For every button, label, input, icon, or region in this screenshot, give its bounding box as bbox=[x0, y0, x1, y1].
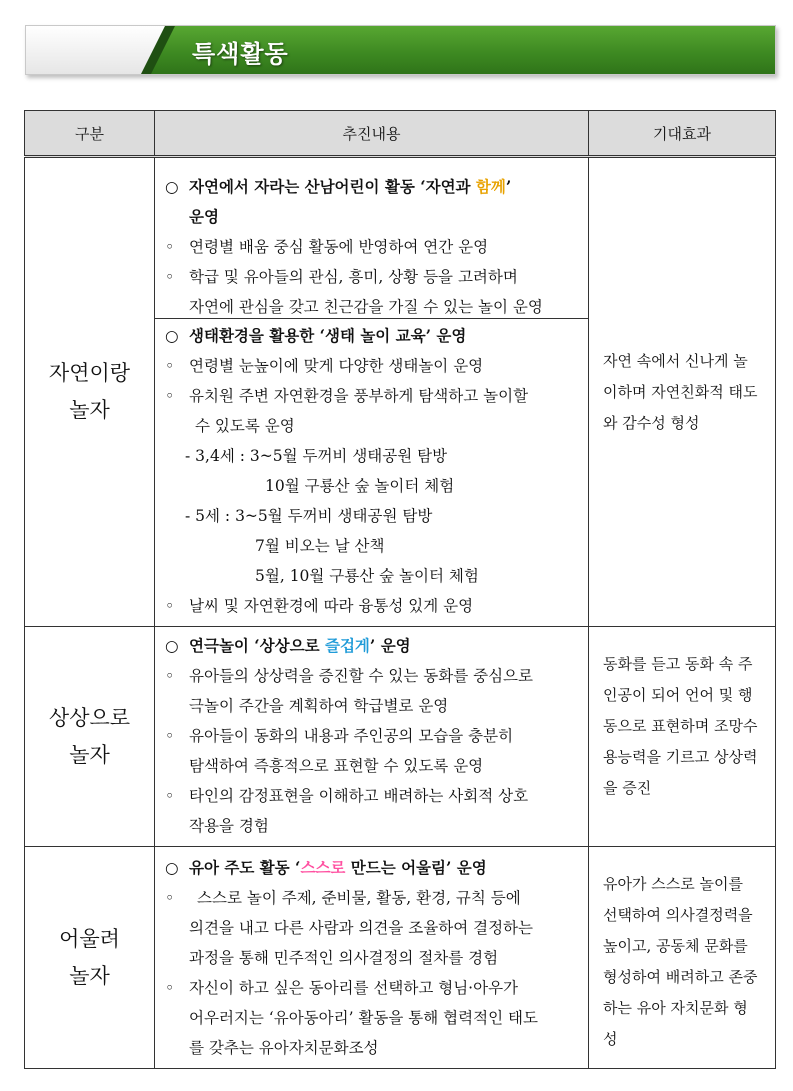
category-nature bbox=[25, 157, 155, 627]
content-together bbox=[155, 847, 589, 1069]
header-effect: 기대효과 bbox=[589, 111, 776, 157]
title-banner bbox=[25, 25, 776, 75]
list-item: ◦ 날씨 및 자연환경에 따라 융통성 있게 운영 bbox=[165, 591, 580, 621]
sub-item-cont: 7월 비오는 날 산책 bbox=[255, 537, 385, 555]
list-item: ◦ 유아들이 동화의 내용과 주인공의 모습을 충분히 bbox=[165, 721, 580, 751]
nature-b2-heading: ○ 생태환경을 활용한 ‘생태 놀이 교육’ 운영 bbox=[165, 321, 580, 351]
list-item-cont: 수 있도록 운영 bbox=[195, 417, 295, 435]
bullet-icon: ◦ bbox=[165, 597, 175, 615]
list-item: ◦ 학급 및 유아들의 관심, 흥미, 상황 등을 고려하며 bbox=[165, 262, 580, 292]
list-item: ◦ 유치원 주변 자연환경을 풍부하게 탐색하고 놀이할 bbox=[165, 381, 580, 411]
effect-imagination: 동화를 듣고 동화 속 주인공이 되어 언어 및 행동으로 표현하며 조망수용능력을 기르고 상상력을 증진 bbox=[589, 627, 776, 847]
nature-block-2 bbox=[155, 318, 588, 625]
sub-item-cont: 10월 구룡산 숲 놀이터 체험 bbox=[265, 477, 455, 495]
activity-table bbox=[24, 110, 776, 1069]
header-content: 추진내용 bbox=[155, 111, 589, 157]
table-row-nature bbox=[25, 157, 776, 627]
circle-bullet-icon: ○ bbox=[165, 636, 179, 655]
list-item: ◦ 연령별 배움 중심 활동에 반영하여 연간 운영 bbox=[165, 232, 580, 262]
header-category: 구분 bbox=[25, 111, 155, 157]
bullet-icon: ◦ bbox=[165, 387, 175, 405]
list-item: ◦ 유아들의 상상력을 증진할 수 있는 동화를 중심으로 bbox=[165, 661, 580, 691]
content-nature bbox=[155, 157, 589, 627]
imagination-heading bbox=[165, 631, 580, 661]
bullet-icon: ◦ bbox=[165, 238, 175, 256]
bullet-icon: ◦ bbox=[165, 979, 175, 997]
sub-item: - 5세 : 3~5월 두꺼비 생태공원 탐방 bbox=[185, 507, 433, 525]
bullet-icon: ◦ bbox=[165, 787, 175, 805]
category-together-line2: 놀자 bbox=[69, 963, 110, 988]
category-imagination-line1: 상상으로 bbox=[48, 705, 131, 730]
content-imagination bbox=[155, 627, 589, 847]
list-item: ◦ 스스로 놀이 주제, 준비물, 활동, 환경, 규칙 등에 bbox=[165, 883, 580, 913]
circle-bullet-icon: ○ bbox=[165, 858, 179, 877]
list-item-cont: 어우러지는 ‘유아동아리’ 활동을 통해 협력적인 태도 bbox=[189, 1009, 538, 1027]
list-item-cont: 탐색하여 즉흥적으로 표현할 수 있도록 운영 bbox=[189, 757, 484, 775]
highlight-text: 스스로 bbox=[300, 858, 346, 877]
sub-item: - 3,4세 : 3~5월 두꺼비 생태공원 탐방 bbox=[185, 447, 448, 465]
list-item: ◦ 타인의 감정표현을 이해하고 배려하는 사회적 상호 bbox=[165, 781, 580, 811]
together-block bbox=[155, 847, 588, 1067]
effect-together: 유아가 스스로 놀이를 선택하여 의사결정력을 높이고, 공동체 문화를 형성하여 배려하고 존중하는 유아 자치문화 형성 bbox=[589, 847, 776, 1069]
highlight-text: 함께 bbox=[475, 177, 506, 196]
category-nature-line1: 자연이랑 bbox=[48, 361, 131, 385]
bullet-icon: ◦ bbox=[165, 357, 175, 375]
circle-bullet-icon: ○ bbox=[165, 326, 179, 345]
nature-b1-heading bbox=[165, 172, 580, 202]
highlight-text: 즐겁게 bbox=[324, 636, 370, 655]
list-item-cont: 자연에 관심을 갖고 친근감을 가질 수 있는 놀이 운영 bbox=[189, 298, 543, 316]
bullet-icon: ◦ bbox=[165, 667, 175, 685]
category-together bbox=[25, 847, 155, 1069]
effect-nature: 자연 속에서 신나게 놀이하며 자연친화적 태도와 감수성 형성 bbox=[589, 157, 776, 627]
heading-text: 연극놀이 ‘상상으로 즐겁게’ 운영 bbox=[189, 636, 411, 655]
nature-block-1 bbox=[155, 158, 588, 318]
bullet-icon: ◦ bbox=[165, 727, 175, 745]
category-together-line1: 어울려 bbox=[59, 926, 120, 951]
together-heading bbox=[165, 853, 580, 883]
list-item: ◦ 자신이 하고 싶은 동아리를 선택하고 형님·아우가 bbox=[165, 973, 580, 1003]
list-item-cont: 극놀이 주간을 계획하여 학급별로 운영 bbox=[189, 697, 449, 715]
imagination-block bbox=[155, 627, 588, 845]
category-imagination-line2: 놀자 bbox=[69, 742, 110, 767]
table-header-row bbox=[25, 111, 776, 157]
list-item-cont: 과정을 통해 민주적인 의사결정의 절차를 경험 bbox=[189, 949, 499, 967]
table-row-imagination bbox=[25, 627, 776, 847]
list-item-cont: 작용을 경험 bbox=[189, 817, 269, 835]
nature-b1-heading-cont: 운영 bbox=[189, 207, 219, 226]
category-nature-line2: 놀자 bbox=[69, 398, 110, 422]
table-row-together bbox=[25, 847, 776, 1069]
list-item-cont: 의견을 내고 다른 사람과 의견을 조율하여 결정하는 bbox=[189, 919, 533, 937]
bullet-icon: ◦ bbox=[165, 268, 175, 286]
list-item-cont: 를 갖추는 유아자치문화조성 bbox=[189, 1039, 379, 1057]
list-item: ◦ 연령별 눈높이에 맞게 다양한 생태놀이 운영 bbox=[165, 351, 580, 381]
banner-title: 특색활동 bbox=[192, 40, 289, 68]
circle-bullet-icon: ○ bbox=[165, 177, 179, 196]
sub-item-cont: 5월, 10월 구룡산 숲 놀이터 체험 bbox=[255, 567, 479, 585]
category-imagination bbox=[25, 627, 155, 847]
heading-text: 자연에서 자라는 산남어린이 활동 ‘자연과 함께’ bbox=[189, 177, 512, 196]
bullet-icon: ◦ bbox=[165, 889, 175, 907]
heading-text: 유아 주도 활동 ‘스스로 만드는 어울림’ 운영 bbox=[189, 858, 487, 877]
